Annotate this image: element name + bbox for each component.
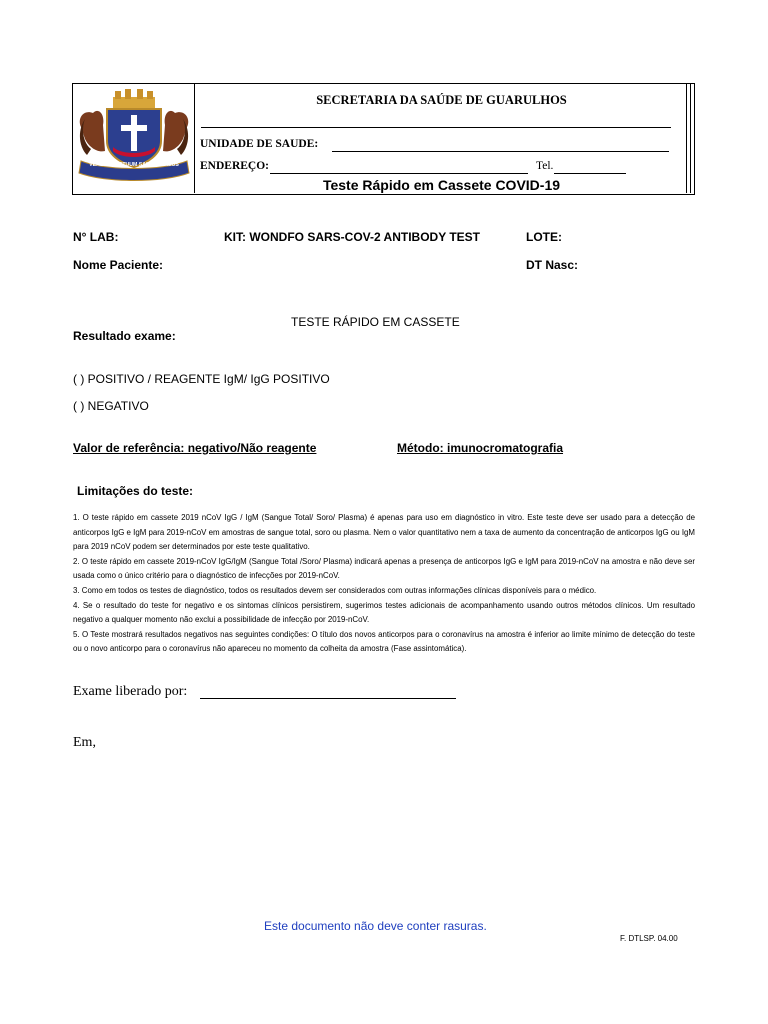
form-code: F. DTLSP. 04.00 — [620, 934, 678, 943]
logo-motto: VERE PERPETUUM SANGUIS MEUS — [89, 162, 179, 168]
endereco-label: ENDEREÇO: — [200, 160, 270, 172]
result-label: Resultado exame: — [73, 329, 176, 343]
header-divider — [690, 84, 691, 193]
patient-name-label: Nome Paciente: — [73, 258, 164, 272]
reference-value: Valor de referência: negativo/Não reagente — [73, 441, 317, 455]
nlab-label: N° LAB: — [73, 230, 119, 244]
negative-option[interactable]: ( ) NEGATIVO — [73, 399, 149, 413]
limitation-item: 1. O teste rápido em cassete 2019 nCoV IgG / IgM (Sangue Total/ Soro/ Plasma) é apenas para uso em diagnóstico in vitro. Este teste deve ser usado para a detecção de anticorpos IgG e IgM para 2019-nCoV em amostras de sangue total, soro ou plasma. Nem o valor quantitativo nem a taxa de aumento da concentração de anticorpos IgG ou IgM para 2019 nCoV podem ser determinados por este teste qualitativo. — [73, 513, 695, 552]
tel-field-line[interactable] — [554, 173, 626, 174]
date-label: Em, — [73, 735, 96, 750]
positive-option[interactable]: ( ) POSITIVO / REAGENTE IgM/ IgG POSITIVO — [73, 372, 330, 386]
limitations-list — [73, 511, 695, 657]
header-title: SECRETARIA DA SAÚDE DE GUARULHOS — [316, 93, 567, 107]
header-subtitle: Teste Rápido em Cassete COVID-19 — [322, 177, 561, 193]
header-box — [72, 83, 695, 195]
endereco-field-line[interactable] — [270, 173, 528, 174]
limitation-item: 2. O teste rápido em cassete 2019-nCoV IgG/IgM (Sangue Total /Soro/ Plasma) indicará apenas a presença de anticorpos IgG e IgM para 2019-nCoV na amostra e não deve ser usada como o único critério para o diagnóstico de infecções por 2019-nCoV. — [73, 556, 695, 581]
coat-of-arms-logo — [75, 89, 193, 189]
unidade-label: UNIDADE DE SAUDE: — [200, 138, 319, 150]
header-divider — [686, 84, 687, 193]
logo-cell — [73, 84, 195, 193]
method: Método: imunocromatografia — [397, 441, 564, 455]
limitation-item: 3. Como em todos os testes de diagnóstico, todos os resultados devem ser considerados com outras informações clínicas disponíveis para o médico. — [73, 585, 597, 595]
kit-label: KIT: WONDFO SARS-COV-2 ANTIBODY TEST — [224, 230, 481, 244]
limitations-title: Limitações do teste: — [77, 484, 194, 498]
section-title: TESTE RÁPIDO EM CASSETE — [291, 315, 460, 329]
unidade-field-line[interactable] — [332, 151, 669, 152]
tel-label: Tel. — [536, 160, 554, 172]
lote-label: LOTE: — [526, 230, 562, 244]
released-by-label: Exame liberado por: — [73, 684, 188, 699]
birth-date-label: DT Nasc: — [526, 258, 579, 272]
header-blank-line — [201, 127, 671, 128]
limitation-item: 5. O Teste mostrará resultados negativos nas seguintes condições: O título dos novos anticorpos para o coronavírus na amostra é inferior ao limite mínimo de detecção do teste ou o novo anticorpo para o coronavírus não apareceu no momento da colheita da amostra (Fase assintomática). — [73, 629, 695, 654]
limitation-item: 4. Se o resultado do teste for negativo e os sintomas clínicos persistirem, sugerimos testes adicionais de acompanhamento usando outros métodos clínicos. Um resultado negativo a qualquer momento não exclui a possibilidade de infecção por 2019-nCoV. — [73, 600, 695, 625]
notice-text: Este documento não deve conter rasuras. — [264, 919, 487, 933]
released-by-line[interactable] — [200, 698, 456, 699]
